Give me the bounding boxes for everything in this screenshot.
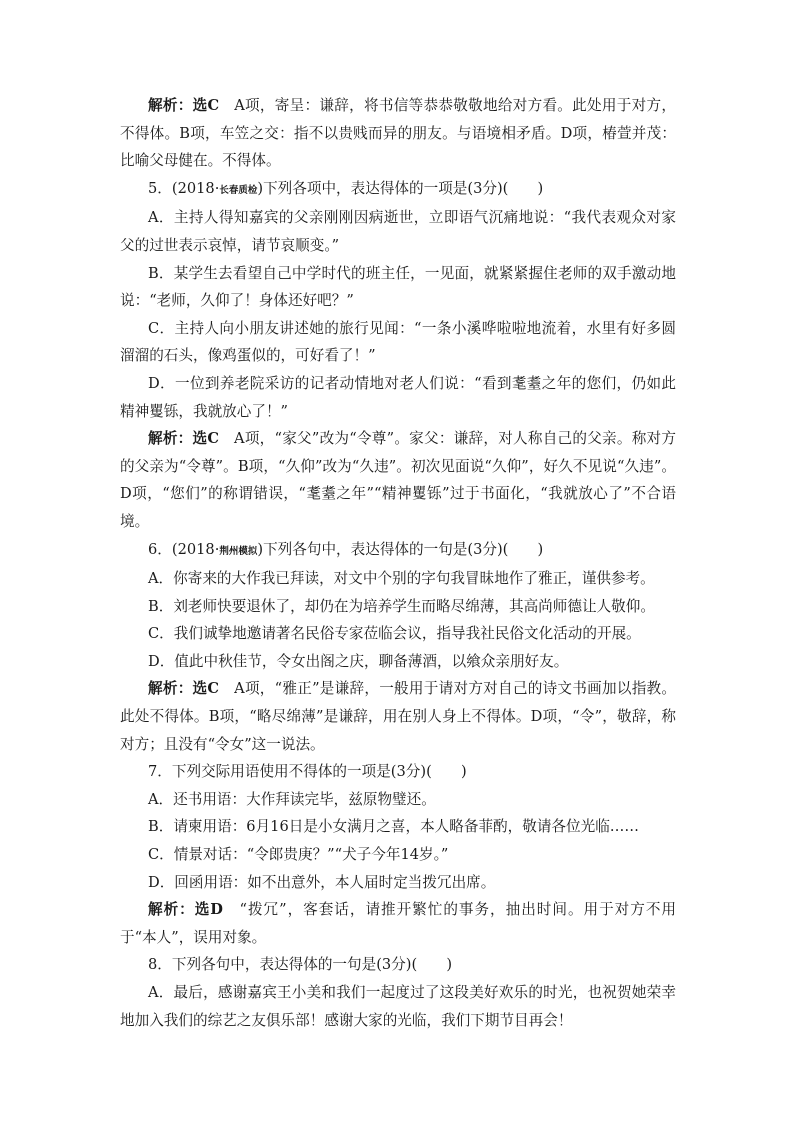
- analysis-q7: [120, 896, 676, 951]
- option-6c: C．我们诚挚地邀请著名民俗专家莅临会议，指导我社民俗文化活动的开展。: [148, 625, 641, 643]
- option-8a: A．最后，感谢嘉宾王小美和我们一起度过了这段美好欢乐的时光，也祝贺她荣幸地加入我们的综艺之友俱乐部！感谢大家的光临，我们下期节目再会！: [120, 984, 676, 1029]
- analysis-lead: 解析：选C: [148, 680, 220, 698]
- question-6: 6．(2018·荆州模拟)下列各句中，表达得体的一句是(3分)( ): [148, 540, 544, 558]
- document-page: [120, 92, 676, 1034]
- analysis-text: A项，“雅正”是谦辞，一般用于请对方对自己的诗文书画加以指教。此处不得体。B项，“略尽绵薄”是谦辞，用在别人身上不得体。D项，“令”，敬辞，称对方；且没有“令女”这一说法。: [120, 680, 676, 753]
- option-6a: A．你寄来的大作我已拜读，对文中个别的字句我冒昧地作了雅正，谨供参考。: [148, 570, 655, 588]
- analysis-q4: [120, 92, 676, 175]
- option-7c: C．情景对话：“令郎贵庚？”“犬子今年14岁。”: [148, 846, 449, 864]
- question-source: 长春质检: [219, 184, 258, 196]
- option-5d: D．一位到养老院采访的记者动情地对老人们说：“看到耄耋之年的您们，仍如此精神矍铄，我就放心了！”: [120, 374, 676, 420]
- question-7: 7．下列交际用语使用不得体的一项是(3分)( ): [148, 763, 467, 781]
- question-8: 8．下列各句中，表达得体的一句是(3分)( ): [148, 956, 453, 974]
- analysis-text: A项，“家父”改为“令尊”。家父：谦辞，对人称自己的父亲。称对方的父亲为“令尊”。B项，“久仰”改为“久违”。初次见面说“久仰”，好久不见说“久违”。D项，“您们”的称谓错误，“耄耋之年”“精神矍铄”过于书面化，“我就放心了”不合语境。: [120, 430, 676, 530]
- option-7a: A．还书用语：大作拜读完毕，兹原物璧还。: [148, 790, 436, 808]
- analysis-q5: [120, 425, 676, 535]
- option-7b: B．请柬用语：6月16日是小女满月之喜，本人略备菲酌，敬请各位光临……: [148, 818, 639, 836]
- option-6d: D．值此中秋佳节，令女出阁之庆，聊备薄酒，以飨众亲朋好友。: [148, 652, 569, 670]
- option-5c: C．主持人向小朋友讲述她的旅行见闻：“一条小溪哗啦啦地流着，水里有好多圆溜溜的石头，像鸡蛋似的，可好看了！”: [120, 319, 676, 365]
- analysis-lead: 解析：选C: [148, 97, 220, 114]
- analysis-text: A项，寄呈：谦辞，将书信等恭恭敬敬地给对方看。此处用于对方，不得体。B项，车笠之交：指不以贵贱而异的朋友。与语境相矛盾。D项，椿萱并茂：比喻父母健在。不得体。: [120, 97, 676, 170]
- analysis-text: “拨冗”，客套话，请推开繁忙的事务，抽出时间。用于对方不用于“本人”，误用对象。: [120, 901, 676, 946]
- analysis-lead: 解析：选C: [148, 430, 219, 448]
- question-source: 荆州模拟: [219, 545, 258, 557]
- option-7d: D．回函用语：如不出意外，本人届时定当拨冗出席。: [148, 873, 496, 891]
- option-5a: A．主持人得知嘉宾的父亲刚刚因病逝世，立即语气沉痛地说：“我代表观众对家父的过世表示哀悼，请节哀顺变。”: [120, 209, 676, 254]
- question-5: 5．(2018·长春质检)下列各项中，表达得体的一项是(3分)( ): [148, 179, 544, 197]
- analysis-lead: 解析：选D: [148, 901, 223, 919]
- option-5b: B．某学生去看望自己中学时代的班主任，一见面，就紧紧握住老师的双手激动地说：“老师，久仰了！身体还好吧？”: [120, 264, 676, 310]
- option-6b: B．刘老师快要退休了，却仍在为培养学生而略尽绵薄，其高尚师德让人敬仰。: [148, 597, 655, 615]
- analysis-q6: [120, 675, 676, 758]
